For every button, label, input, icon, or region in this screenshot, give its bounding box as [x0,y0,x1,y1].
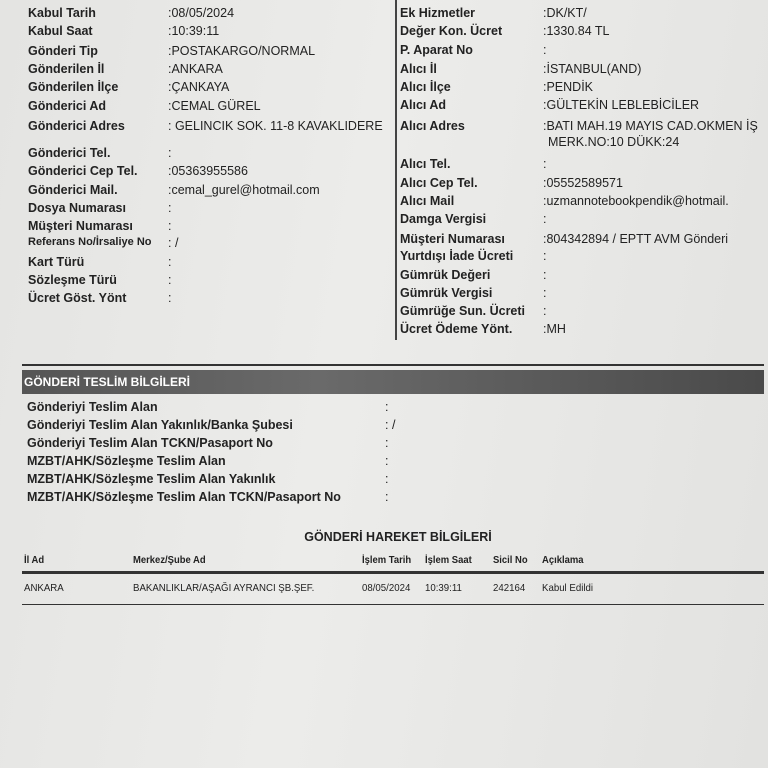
field-value: : [543,286,547,300]
delivery-label: Gönderiyi Teslim Alan [27,400,158,414]
field-value: : [543,268,547,282]
delivery-value: : [385,400,389,414]
field-value: :DK/KT/ [543,6,587,20]
field-value: :804342894 / EPTT AVM Gönderi [543,232,729,246]
delivery-label: Gönderiyi Teslim Alan TCKN/Pasaport No [27,436,273,450]
field-value: :PENDİK [543,80,594,94]
field-value: : [543,249,547,263]
column-header: Sicil No [493,554,528,566]
field-label: Müşteri Numarası [400,232,505,246]
field-value: : [543,43,547,57]
table-cell: 08/05/2024 [362,582,411,594]
field-value: :uzmannotebookpendik@hotmail. [543,194,729,208]
field-value: :POSTAKARGO/NORMAL [168,44,316,58]
field-label: Gönderilen İlçe [28,80,119,94]
field-label: Alıcı Cep Tel. [400,176,478,190]
delivery-label: MZBT/AHK/Sözleşme Teslim Alan TCKN/Pasaport No [27,490,341,504]
delivery-value: : [385,472,389,486]
delivery-value: : [385,490,389,504]
field-label: Gönderi Tip [28,44,98,58]
field-label: Ücret Ödeme Yönt. [400,322,513,336]
section-divider [22,364,764,366]
field-value: : / [168,236,179,250]
table-header-rule [22,571,764,574]
field-label: Yurtdışı İade Ücreti [400,249,514,263]
column-divider [395,0,397,340]
field-label: Alıcı Ad [400,98,447,112]
column-header: İşlem Tarih [362,554,412,566]
field-label: Dosya Numarası [28,201,126,215]
table-cell: ANKARA [24,582,64,594]
field-value: : [168,201,172,215]
field-value: : [543,304,547,318]
field-label: Müşteri Numarası [28,219,133,233]
field-label: Ücret Göst. Yönt [28,291,127,305]
field-value: :cemal_gurel@hotmail.com [168,183,320,197]
field-value: : [543,157,547,171]
column-header: Merkez/Şube Ad [133,554,206,566]
field-value: : [168,291,172,305]
field-value: : [543,212,547,226]
field-value: :10:39:11 [168,24,220,38]
delivery-value: : [385,436,389,450]
delivery-value: : [385,454,389,468]
field-value: :ANKARA [168,62,223,76]
field-label: Gönderici Cep Tel. [28,164,138,178]
delivery-label: Gönderiyi Teslim Alan Yakınlık/Banka Şubesi [27,418,293,432]
field-label: Referans No/İrsaliye No [28,236,152,248]
table-row-rule [22,604,764,605]
delivery-value: : / [385,418,396,432]
field-label: Ek Hizmetler [400,6,476,20]
column-header: İşlem Saat [425,554,472,566]
table-cell: Kabul Edildi [542,582,594,594]
field-label: Gümrük Değeri [400,268,491,282]
field-label: Gönderici Adres [28,119,125,133]
field-label: Değer Kon. Ücret [400,24,503,38]
field-label: Kart Türü [28,255,85,269]
field-label: Gümrüğe Sun. Ücreti [400,304,526,318]
field-label: Alıcı İl [400,62,437,76]
delivery-label: MZBT/AHK/Sözleşme Teslim Alan [27,454,226,468]
field-label: Sözleşme Türü [28,273,117,287]
field-value: :ÇANKAYA [168,80,230,94]
field-value: :BATI MAH.19 MAYIS CAD.OKMEN İŞ [543,119,758,133]
field-value: :1330.84 TL [543,24,610,38]
field-value: : [168,255,172,269]
field-value: :GÜLTEKİN LEBLEBİCİLER [543,98,700,112]
field-value: : GELINCIK SOK. 11-8 KAVAKLIDERE [168,119,383,133]
field-label: Alıcı Mail [400,194,455,208]
field-label: Gönderici Ad [28,99,107,113]
field-value: :05552589571 [543,176,623,190]
field-label: Alıcı İlçe [400,80,451,94]
field-label: Gönderici Mail. [28,183,118,197]
delivery-label: MZBT/AHK/Sözleşme Teslim Alan Yakınlık [27,472,276,486]
movement-title: GÖNDERİ HAREKET BİLGİLERİ [304,530,492,544]
field-label: Alıcı Adres [400,119,465,133]
table-cell: 10:39:11 [425,582,462,594]
field-value-line2: MERK.NO:10 DÜKK:24 [548,135,680,149]
field-value: : [168,273,172,287]
column-header: Açıklama [542,554,584,566]
field-value: :MH [543,322,566,336]
field-value: :05363955586 [168,164,248,178]
field-label: Gönderici Tel. [28,146,111,160]
field-label: Gönderilen İl [28,62,105,76]
field-label: Kabul Tarih [28,6,96,20]
field-value: : [168,219,172,233]
field-label: Damga Vergisi [400,212,487,226]
column-header: İl Ad [24,554,45,566]
table-cell: BAKANLIKLAR/AŞAĞI AYRANCI ŞB.ŞEF. [133,582,315,594]
field-label: Alıcı Tel. [400,157,451,171]
field-value: :08/05/2024 [168,6,235,20]
field-value: : [168,146,172,160]
delivery-section-header: GÖNDERİ TESLİM BİLGİLERİ [22,370,764,394]
field-label: Kabul Saat [28,24,93,38]
field-label: P. Aparat No [400,43,473,57]
field-label: Gümrük Vergisi [400,286,493,300]
field-value: :İSTANBUL(AND) [543,62,642,76]
table-cell: 242164 [493,582,526,594]
field-value: :CEMAL GÜREL [168,99,261,113]
